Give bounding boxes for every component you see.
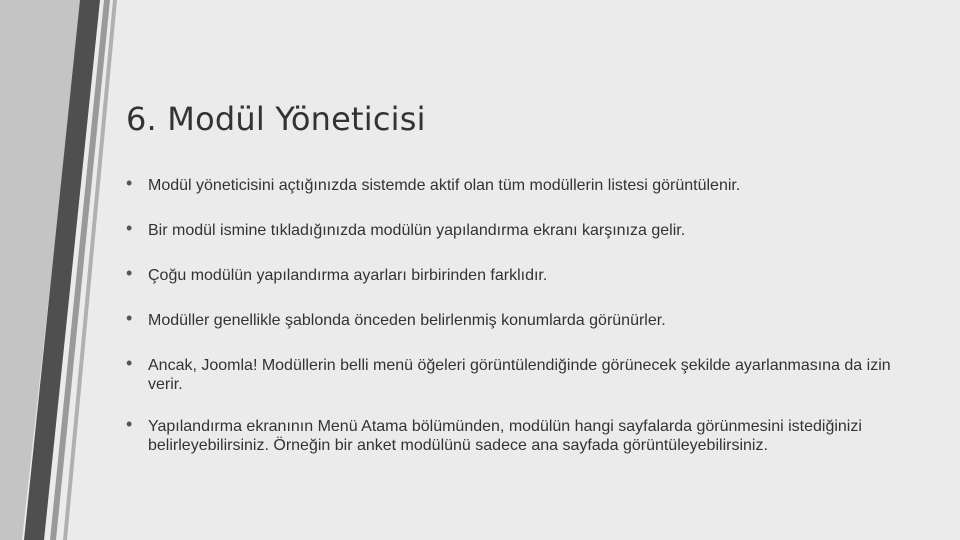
bullet-text: Bir modül ismine tıkladığınızda modülün yapılandırma ekranı karşınıza gelir. [148, 222, 686, 239]
bullet-icon: • [126, 308, 133, 328]
bullet-text: Modüller genellikle şablonda önceden belirlenmiş konumlarda görünürler. [148, 312, 666, 329]
bullet-text: Ancak, Joomla! Modüllerin belli menü öğeleri görüntülendiğinde görünecek şekilde ayarlanmasına da izin verir. [148, 357, 891, 393]
bullet-list [126, 170, 916, 455]
bullet-icon: • [126, 263, 133, 283]
bullet-text: Çoğu modülün yapılandırma ayarları birbirinden farklıdır. [148, 267, 548, 284]
bullet-item [126, 414, 916, 455]
bullet-item [126, 218, 916, 240]
bullet-item [126, 308, 916, 330]
bullet-icon: • [126, 414, 133, 434]
bullet-icon: • [126, 353, 133, 373]
bullet-icon: • [126, 173, 133, 193]
bullet-item [126, 353, 916, 394]
bullet-text: Modül yöneticisini açtığınızda sistemde aktif olan tüm modüllerin listesi görüntülenir. [148, 177, 741, 194]
bullet-icon: • [126, 218, 133, 238]
slide-title: 6. Modül Yöneticisi [126, 100, 426, 138]
bullet-text: Yapılandırma ekranının Menü Atama bölümünden, modülün hangi sayfalarda görünmesini istediğinizi belirleyebilirsiniz. Örneğin bir anket modülünü sadece ana sayfada görüntüleyebilirsiniz. [148, 418, 862, 454]
bullet-item [126, 173, 916, 195]
bullet-item [126, 263, 916, 285]
